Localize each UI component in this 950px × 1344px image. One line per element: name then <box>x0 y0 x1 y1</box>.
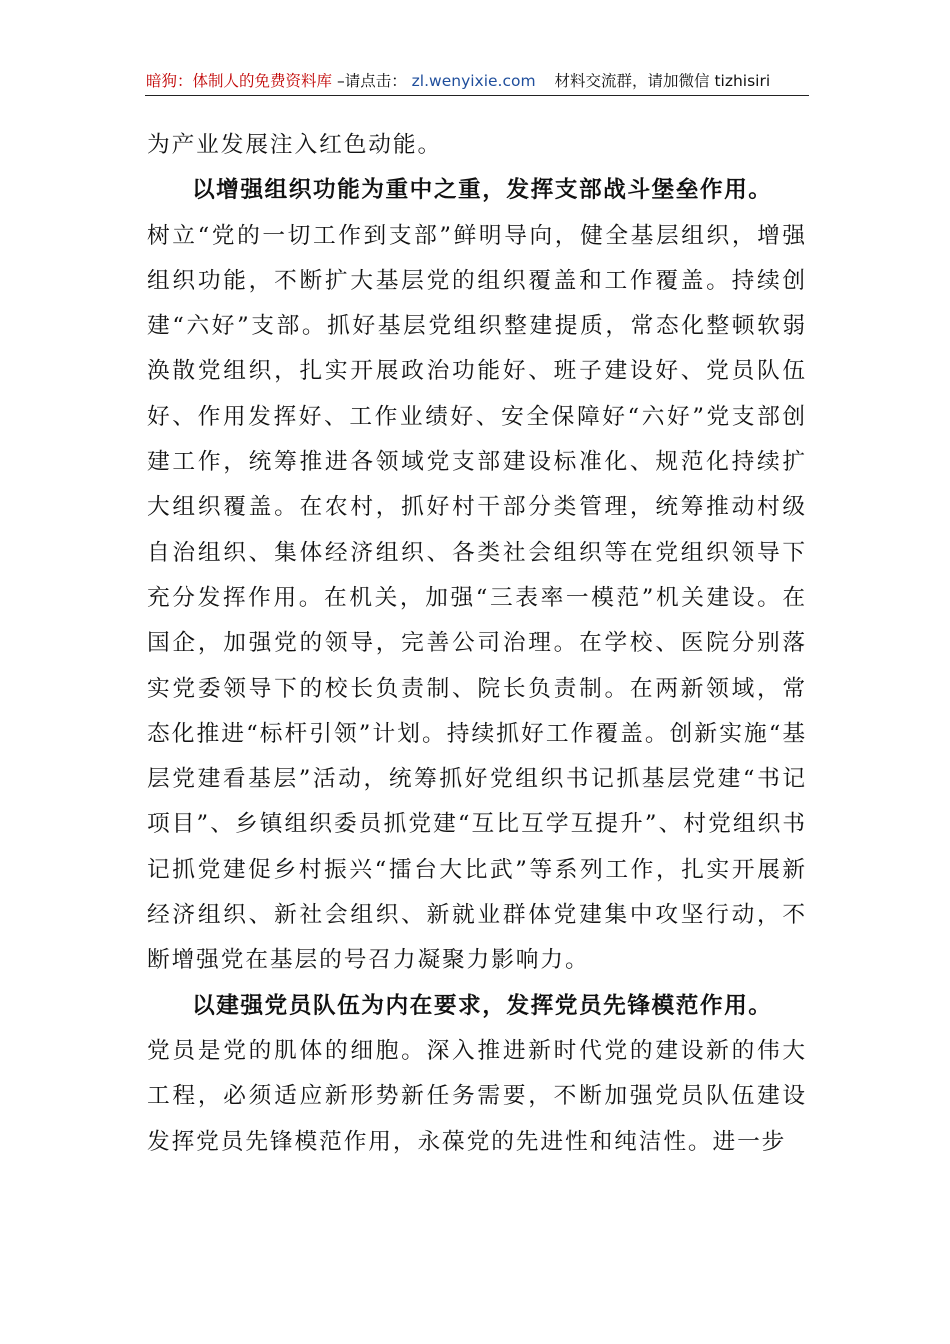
section-heading-members: 以建强党员队伍为内在要求，发挥党员先锋模范作用。 <box>192 992 773 1019</box>
section-heading-organization: 以增强组织功能为重中之重，发挥支部战斗堡垒作用。 <box>192 177 773 204</box>
link-prompt: –请点击： <box>336 72 407 90</box>
continuation-paragraph: 为产业发展注入红色动能。 <box>147 132 443 158</box>
paragraph-members: 党员是党的肌体的细胞。深入推进新时代党的建设新的伟大工程，必须适应新形势新任务需要，不断加强党员队伍建设发挥党员先锋模范作用，永葆党的先进性和纯洁性。进一步 <box>147 1037 807 1155</box>
site-label: 暗狗：体制人的免费资料库 <box>146 72 333 90</box>
paragraph-organization: 树立“党的一切工作到支部”鲜明导向，健全基层组织，增强组织功能，不断扩大基层党的组织覆盖和工作覆盖。持续创建“六好”支部。抓好基层党组织整建提质，常态化整顿软弱涣散党组织，扎实开展政治功能好、班子建设好、党员队伍好、作用发挥好、工作业绩好、安全保障好“六好”党支部创建工作，统筹推进各领域党支部建设标准化、规范化持续扩大组织覆盖。在农村，抓好村干部分类管理，统筹推动村级自治组织、集体经济组织、各类社会组织等在党组织领导下充分发挥作用。在机关，加强“三表率一模范”机关建设。在国企，加强党的领导，完善公司治理。在学校、医院分别落实党委领导下的校长负责制、院长负责制。在两新领域，常态化推进“标杆引领”计划。持续抓好工作覆盖。创新实施“基层党建看基层”活动，统筹抓好党组织书记抓基层党建“书记项目”、乡镇组织委员抓党建“互比互学互提升”、村党组织书记抓党建促乡村振兴“擂台大比武”等系列工作，扎实开展新经济组织、新社会组织、新就业群体党建集中攻坚行动，不断增强党在基层的号召力凝聚力影响力。 <box>147 222 807 974</box>
wechat-note: 材料交流群，请加微信 tizhisiri <box>554 72 771 90</box>
header-divider <box>145 95 809 96</box>
document-body <box>147 123 807 1165</box>
site-link[interactable]: zl.wenyixie.com <box>411 72 536 90</box>
page-header <box>146 70 808 92</box>
